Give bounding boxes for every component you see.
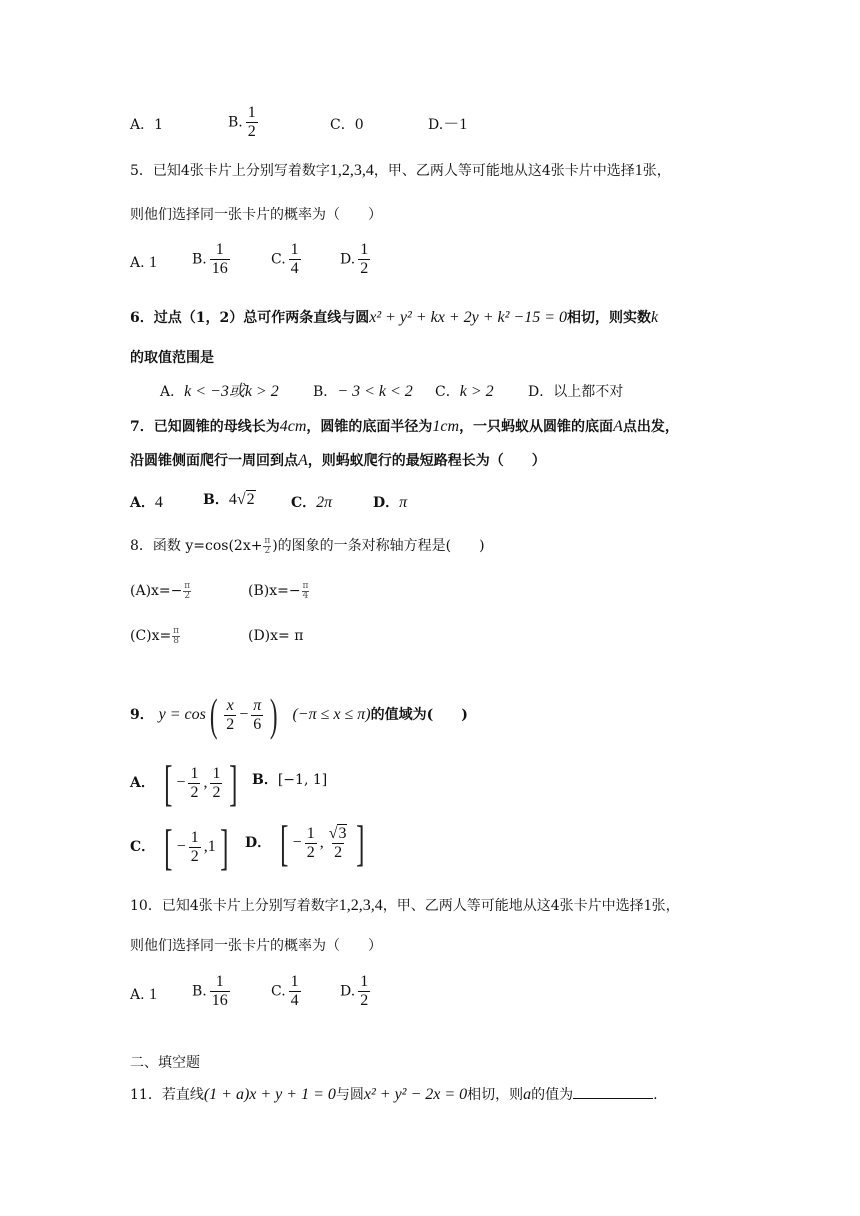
q9-a-frac1: [188, 765, 200, 802]
q5-text-c: 张，: [642, 163, 671, 179]
q10-a-value: 1: [149, 986, 158, 1003]
q7-radius: 1cm: [432, 418, 460, 435]
q9-option-c: [130, 819, 232, 875]
q5-d-den: 2: [360, 260, 369, 277]
q5-b-num: 1: [215, 241, 224, 258]
q9-d-n1: 1: [306, 824, 315, 842]
q7-a-label: A．: [130, 495, 155, 511]
q8-line-1: [130, 535, 485, 557]
q5-b-den: 16: [211, 260, 228, 277]
q8-b-fraction: [302, 582, 310, 601]
q10-b-fraction: [210, 973, 230, 1010]
q10-text-a: 10．已知4张卡片上分别写着数字: [130, 898, 339, 914]
q6-c-label: C．: [435, 384, 460, 400]
q8-b-text: (B)x=−: [248, 583, 301, 599]
q11-text-a: 11．若直线: [130, 1087, 204, 1103]
q8-a-num: π: [184, 580, 191, 591]
q9-tail: 的值域为( ): [370, 707, 468, 723]
q9-b-label: B．: [252, 772, 278, 788]
q10-c-fraction: [289, 973, 301, 1010]
q7-text-d: 点出发，: [622, 419, 679, 435]
q6-option-c: [435, 381, 494, 403]
q5-option-d: [340, 241, 373, 278]
q10-text-b: ，甲、乙两人等可能地从这4张卡片中选择: [382, 898, 644, 914]
q6-circle-equation: x² + y² + kx + 2y + k² −15 = 0: [369, 309, 568, 326]
q4-option-d: [428, 114, 467, 136]
q6-c-value: k > 2: [459, 383, 494, 400]
q4-option-b: [228, 104, 261, 141]
q9-d-interval: [ − $\frac{1}{2}$ , $\frac{√3}{2}$ ]: [280, 815, 365, 871]
q6-line-2: 的取值范围是: [130, 350, 214, 366]
q9-range: (−π ≤ x ≤ π): [292, 706, 371, 723]
q8-pi-over-2: [263, 537, 271, 556]
q9-a-n2: 1: [212, 764, 221, 782]
q7-length: 4cm: [279, 418, 307, 435]
q5-b-fraction: [210, 241, 230, 278]
q11-text-d: 的值为: [531, 1087, 574, 1103]
q5-b-label: B.: [192, 251, 207, 268]
q6-d-label: D．: [528, 384, 554, 400]
q7-option-c: [291, 492, 332, 514]
q6-line-1: [130, 307, 658, 329]
q10-a-label: A.: [130, 987, 145, 1003]
q5-text-b: ，甲、乙两人等可能地从这4张卡片中选择: [373, 163, 635, 179]
q10-numbers: 1,2,3,4: [338, 897, 383, 914]
q8-c-num: π: [173, 625, 180, 636]
q7-option-a: [130, 492, 163, 514]
q10-b-den: 16: [211, 992, 228, 1009]
q9-a-frac2: [210, 765, 222, 802]
q7-text-e: 沿圆锥侧面爬行一周回到点: [130, 453, 298, 469]
q10-d-fraction: [358, 973, 370, 1010]
q9-d-radicand: 3: [338, 824, 347, 842]
q9-b-value: [−1, 1]: [277, 772, 328, 788]
q9-a-n1: 1: [190, 764, 199, 782]
q6-text-b: 相切，则实数: [567, 310, 652, 326]
q8-option-a: [130, 580, 192, 602]
q7-text-f: ，则蚂蚁爬行的最短路程长为（ ）: [307, 453, 546, 469]
section-fill-in-title: 二、填空题: [130, 1055, 200, 1071]
q8-b-num: π: [302, 580, 309, 591]
q9-line-1: [130, 689, 468, 740]
q9-d-frac2: $\frac{√3}{2}$: [328, 824, 347, 861]
q5-option-c: [271, 241, 304, 278]
q5-c-fraction: [289, 241, 301, 278]
q7-a-value: 4: [154, 494, 163, 511]
q11-line: [130, 1084, 658, 1106]
q11-text-c: 相切，则: [467, 1087, 524, 1103]
q5-numbers: 1,2,3,4: [329, 162, 374, 179]
q4-option-a: A．1: [130, 117, 164, 133]
q9-option-a: [130, 755, 242, 811]
q7-d-value: π: [399, 494, 408, 511]
q5-line-2: 则他们选择同一张卡片的概率为（ ）: [130, 207, 382, 223]
q9-c-frac1: [189, 829, 201, 866]
q8-option-b: [248, 580, 310, 602]
q7-text-a: 7．已知圆锥的母线长为: [130, 419, 280, 435]
q5-c-den: 4: [290, 260, 299, 277]
q6-d-value: 以上都不对: [553, 384, 624, 400]
q9-c-interval: [ − $\frac{1}{2}$ , 1 ]: [164, 819, 229, 875]
q10-b-label: B.: [192, 983, 207, 1000]
q7-point-a: A: [613, 418, 623, 435]
q5-option-a: [130, 252, 157, 274]
q7-text-b: ，圆锥的底面半径为: [306, 419, 433, 435]
q10-d-den: 2: [360, 992, 369, 1009]
q7-b-radicand: 2: [246, 491, 255, 508]
q8-a-text: (A)x=−: [130, 583, 183, 599]
q7-d-label: D．: [373, 495, 400, 511]
q4-b-numerator: 1: [247, 104, 256, 121]
q6-b-label: B．: [313, 384, 338, 400]
q7-point-a-2: A: [298, 452, 308, 469]
q9-number: 9．: [130, 707, 154, 723]
q6-b-value: − 3 < k < 2: [337, 383, 413, 400]
q7-option-b: B．4√2: [203, 491, 255, 508]
q9-c-v2: 1: [207, 838, 216, 855]
q7-c-value: 2π: [316, 494, 333, 511]
q9-a-d2: 2: [212, 783, 221, 801]
q6-k: k: [651, 309, 659, 326]
q11-line-equation: (1 + a)x + y + 1 = 0: [203, 1086, 336, 1103]
q8-text-a: 8．函数 y=cos(2x+: [130, 538, 263, 554]
q10-option-a: [130, 984, 157, 1006]
q4-b-denominator: 2: [247, 123, 256, 140]
q5-text-a: 5．已知4张卡片上分别写着数字: [130, 163, 330, 179]
q9-d-d1: 2: [306, 843, 315, 861]
q10-option-c: [271, 973, 304, 1010]
q4-option-d-label: D.: [428, 117, 444, 133]
q11-text-b: 与圆: [335, 1087, 364, 1103]
q10-c-den: 4: [290, 992, 299, 1009]
q5-a-value: 1: [149, 254, 158, 271]
q5-a-label: A.: [130, 255, 145, 271]
q9-a-label: A．: [130, 775, 155, 791]
q10-d-label: D.: [340, 983, 356, 1000]
q8-c-text: (C)x=: [130, 628, 172, 644]
q7-text-c: ，一只蚂蚁从圆锥的底面: [459, 419, 614, 435]
q7-b-label: B．: [203, 492, 229, 508]
q5-c-label: C.: [271, 251, 286, 268]
q10-line-1: [130, 895, 680, 917]
q5-option-b: [192, 241, 233, 278]
q9-x-over-2: [224, 697, 236, 734]
q8-b-den: 4: [302, 590, 309, 601]
q9-c-n1: 1: [190, 828, 199, 846]
q10-b-num: 1: [215, 973, 224, 990]
q9-x-den: 2: [226, 715, 235, 733]
q8-a-den: 2: [184, 590, 191, 601]
q5-line-1: [130, 160, 671, 182]
q7-c-label: C．: [291, 495, 317, 511]
q6-a-label: A．: [160, 384, 185, 400]
q9-pi-den: 6: [253, 715, 262, 733]
q9-a-d1: 2: [190, 783, 199, 801]
q8-a-fraction: [183, 582, 191, 601]
q9-y-cos: y = cos: [158, 706, 206, 723]
q9-d-d2: 2: [334, 843, 343, 861]
q4-option-c: C．0: [330, 117, 364, 133]
q4-option-b-label: B.: [228, 114, 243, 131]
q9-d-frac1: [305, 825, 317, 862]
q7-line-2: [130, 450, 546, 472]
q5-one: 1: [634, 162, 643, 179]
q9-c-d1: 2: [190, 847, 199, 865]
q8-c-fraction: [172, 627, 180, 646]
q9-pi-num: π: [253, 696, 262, 714]
q7-option-d: [373, 492, 407, 514]
q6-option-b: [313, 381, 413, 403]
q11-circle-equation: x² + y² − 2x = 0: [363, 1086, 468, 1103]
q10-c-num: 1: [290, 973, 299, 990]
q9-c-label: C．: [130, 839, 156, 855]
q5-c-num: 1: [290, 241, 299, 258]
q4-option-d-value: －1: [443, 116, 468, 133]
q5-d-num: 1: [360, 241, 369, 258]
q10-line-2: 则他们选择同一张卡片的概率为（ ）: [130, 938, 382, 954]
q9-a-interval: [ − $\frac{1}{2}$ , $\frac{1}{2}$ ]: [163, 755, 238, 811]
q10-option-d: [340, 973, 373, 1010]
q7-b-coef: 4: [228, 491, 237, 508]
q10-option-b: [192, 973, 233, 1010]
q5-d-fraction: [358, 241, 370, 278]
q8-option-d: (D)x= π: [248, 628, 304, 644]
q6-text-a: 6．过点（1，2）总可作两条直线与圆: [130, 310, 370, 326]
q6-option-a: [160, 381, 279, 403]
q9-d-label: D．: [245, 835, 272, 851]
q8-den: 2: [264, 545, 271, 556]
q10-c-label: C.: [271, 983, 286, 1000]
q11-var-a: a: [523, 1086, 532, 1103]
q8-c-den: 8: [173, 635, 179, 646]
q8-option-c: [130, 625, 181, 647]
q10-text-c: 张，: [651, 898, 680, 914]
q11-answer-blank[interactable]: [573, 1084, 653, 1099]
q9-pi-over-6: [251, 697, 263, 734]
q7-line-1: [130, 416, 679, 438]
q8-text-b: )的图象的一条对称轴方程是( ): [272, 538, 485, 554]
q8-num: π: [264, 535, 271, 546]
q10-d-num: 1: [360, 973, 369, 990]
q6-option-d: [528, 381, 623, 403]
q10-one: 1: [643, 897, 652, 914]
q9-option-b: [252, 769, 327, 791]
q9-x-num: x: [226, 696, 234, 714]
q9-option-d: [245, 815, 369, 871]
q4-option-b-fraction: [246, 104, 258, 141]
q6-a-value: k < −3或k > 2: [184, 383, 279, 400]
q9-paren-group: ( $\frac{x}{2}$ − $\frac{\pi}{6}$ ): [209, 689, 278, 740]
q11-period: .: [653, 1087, 658, 1103]
q5-d-label: D.: [340, 251, 356, 268]
